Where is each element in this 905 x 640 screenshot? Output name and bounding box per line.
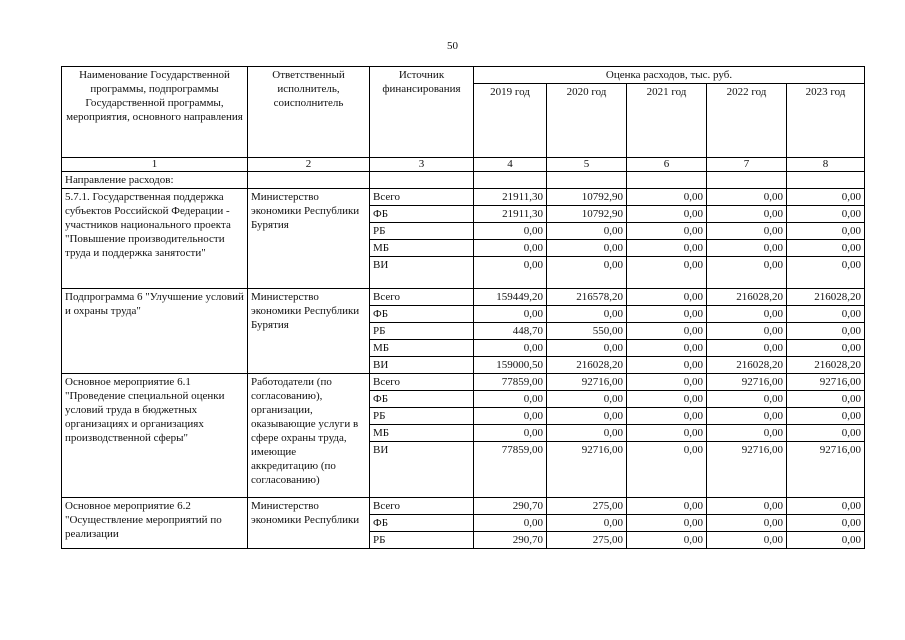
- amount-cell: 0,00: [547, 391, 627, 408]
- funding-source: РБ: [370, 408, 474, 425]
- amount-cell: 10792,90: [547, 206, 627, 223]
- funding-source: Всего: [370, 289, 474, 306]
- header-responsible: Ответственный исполнитель, соисполнитель: [248, 67, 370, 158]
- funding-source: МБ: [370, 240, 474, 257]
- direction-row: [62, 172, 865, 189]
- amount-cell: 216578,20: [547, 289, 627, 306]
- item-name: 5.7.1. Государственная поддержка субъектов Российской Федерации - участников национального проекта "Повышение производительности труда и поддержка занятости": [62, 189, 248, 289]
- amount-cell: 216028,20: [787, 289, 865, 306]
- amount-cell: 159000,50: [474, 357, 547, 374]
- header-year: 2021 год: [627, 84, 707, 158]
- amount-cell: 0,00: [787, 391, 865, 408]
- funding-source: ФБ: [370, 206, 474, 223]
- page-number: 50: [447, 40, 458, 52]
- item-name: Основное мероприятие 6.1 "Проведение специальной оценки условий труда в бюджетных организациях и организациях производственной сферы": [62, 374, 248, 498]
- amount-cell: 0,00: [787, 306, 865, 323]
- amount-cell: 0,00: [627, 357, 707, 374]
- amount-cell: 448,70: [474, 323, 547, 340]
- amount-cell: 0,00: [627, 532, 707, 549]
- amount-cell: 0,00: [627, 442, 707, 498]
- column-index: 6: [627, 158, 707, 172]
- amount-cell: 0,00: [787, 532, 865, 549]
- amount-cell: 275,00: [547, 498, 627, 515]
- amount-cell: 0,00: [787, 425, 865, 442]
- funding-source: РБ: [370, 223, 474, 240]
- header-year: 2019 год: [474, 84, 547, 158]
- funding-source: МБ: [370, 425, 474, 442]
- amount-cell: 0,00: [707, 425, 787, 442]
- amount-cell: 0,00: [707, 323, 787, 340]
- amount-cell: 0,00: [474, 391, 547, 408]
- amount-cell: 0,00: [474, 240, 547, 257]
- amount-cell: 0,00: [474, 408, 547, 425]
- amount-cell: 0,00: [547, 515, 627, 532]
- amount-cell: 0,00: [707, 257, 787, 289]
- column-index-row: [62, 158, 865, 172]
- amount-cell: 159449,20: [474, 289, 547, 306]
- item-name: Основное мероприятие 6.2 "Осуществление мероприятий по реализации: [62, 498, 248, 549]
- amount-cell: 77859,00: [474, 442, 547, 498]
- funding-source: ВИ: [370, 442, 474, 498]
- amount-cell: 92716,00: [547, 442, 627, 498]
- item-responsible: Министерство экономики Республики: [248, 498, 370, 549]
- table-row: [62, 498, 865, 515]
- amount-cell: 21911,30: [474, 189, 547, 206]
- table-row: [62, 374, 865, 391]
- funding-source: РБ: [370, 532, 474, 549]
- amount-cell: 0,00: [547, 257, 627, 289]
- amount-cell: 0,00: [707, 532, 787, 549]
- amount-cell: 0,00: [627, 498, 707, 515]
- item-name: Подпрограмма 6 "Улучшение условий и охраны труда": [62, 289, 248, 374]
- amount-cell: 0,00: [787, 323, 865, 340]
- amount-cell: 0,00: [627, 515, 707, 532]
- table-row: [62, 289, 865, 306]
- amount-cell: 0,00: [787, 408, 865, 425]
- item-responsible: Министерство экономики Республики Бурятия: [248, 289, 370, 374]
- amount-cell: 0,00: [707, 340, 787, 357]
- amount-cell: 0,00: [547, 425, 627, 442]
- amount-cell: 0,00: [707, 189, 787, 206]
- amount-cell: 550,00: [547, 323, 627, 340]
- header-estimate: Оценка расходов, тыс. руб.: [474, 67, 865, 84]
- amount-cell: 0,00: [627, 391, 707, 408]
- amount-cell: 0,00: [707, 498, 787, 515]
- header-source: Источник финансирования: [370, 67, 474, 158]
- amount-cell: 92716,00: [547, 374, 627, 391]
- amount-cell: 0,00: [707, 306, 787, 323]
- amount-cell: 0,00: [627, 206, 707, 223]
- amount-cell: 77859,00: [474, 374, 547, 391]
- funding-source: ВИ: [370, 257, 474, 289]
- column-index: 1: [62, 158, 248, 172]
- amount-cell: 0,00: [787, 498, 865, 515]
- amount-cell: 0,00: [707, 515, 787, 532]
- amount-cell: 92716,00: [787, 374, 865, 391]
- amount-cell: 0,00: [627, 306, 707, 323]
- header-year: 2020 год: [547, 84, 627, 158]
- amount-cell: 0,00: [707, 206, 787, 223]
- amount-cell: 92716,00: [707, 374, 787, 391]
- amount-cell: 0,00: [787, 240, 865, 257]
- amount-cell: 0,00: [474, 425, 547, 442]
- amount-cell: 0,00: [627, 289, 707, 306]
- amount-cell: 0,00: [627, 323, 707, 340]
- header-year: 2022 год: [707, 84, 787, 158]
- amount-cell: 216028,20: [547, 357, 627, 374]
- amount-cell: 216028,20: [707, 357, 787, 374]
- amount-cell: 0,00: [627, 425, 707, 442]
- funding-source: ФБ: [370, 306, 474, 323]
- header-name: Наименование Государственной программы, подпрограммы Государственной программы, мероприятия, основного направления: [62, 67, 248, 158]
- budget-table: [61, 66, 865, 549]
- table-row: [62, 189, 865, 206]
- amount-cell: 0,00: [627, 257, 707, 289]
- header-row-top: [62, 67, 865, 84]
- amount-cell: 92716,00: [787, 442, 865, 498]
- amount-cell: 0,00: [707, 223, 787, 240]
- item-responsible: Министерство экономики Республики Бурятия: [248, 189, 370, 289]
- amount-cell: 0,00: [474, 223, 547, 240]
- funding-source: ФБ: [370, 391, 474, 408]
- column-index: 5: [547, 158, 627, 172]
- column-index: 3: [370, 158, 474, 172]
- amount-cell: 0,00: [787, 206, 865, 223]
- amount-cell: 0,00: [547, 408, 627, 425]
- amount-cell: 0,00: [627, 223, 707, 240]
- amount-cell: 0,00: [547, 340, 627, 357]
- amount-cell: 0,00: [474, 515, 547, 532]
- amount-cell: 290,70: [474, 498, 547, 515]
- amount-cell: 290,70: [474, 532, 547, 549]
- column-index: 7: [707, 158, 787, 172]
- funding-source: Всего: [370, 374, 474, 391]
- funding-source: ФБ: [370, 515, 474, 532]
- funding-source: Всего: [370, 189, 474, 206]
- column-index: 8: [787, 158, 865, 172]
- amount-cell: 0,00: [707, 391, 787, 408]
- amount-cell: 0,00: [627, 374, 707, 391]
- amount-cell: 216028,20: [707, 289, 787, 306]
- amount-cell: 10792,90: [547, 189, 627, 206]
- amount-cell: 0,00: [474, 340, 547, 357]
- amount-cell: 0,00: [474, 257, 547, 289]
- amount-cell: 275,00: [547, 532, 627, 549]
- column-index: 4: [474, 158, 547, 172]
- amount-cell: 0,00: [787, 189, 865, 206]
- amount-cell: 92716,00: [707, 442, 787, 498]
- amount-cell: 0,00: [707, 240, 787, 257]
- amount-cell: 0,00: [547, 223, 627, 240]
- amount-cell: 0,00: [627, 189, 707, 206]
- direction-label: Направление расходов:: [62, 172, 248, 189]
- item-responsible: Работодатели (по согласованию), организации, оказывающие услуги в сфере охраны труда, имеющие аккредитацию (по согласованию): [248, 374, 370, 498]
- amount-cell: 0,00: [547, 240, 627, 257]
- amount-cell: 0,00: [474, 306, 547, 323]
- amount-cell: 21911,30: [474, 206, 547, 223]
- amount-cell: 0,00: [547, 306, 627, 323]
- column-index: 2: [248, 158, 370, 172]
- amount-cell: 0,00: [787, 340, 865, 357]
- amount-cell: 216028,20: [787, 357, 865, 374]
- funding-source: РБ: [370, 323, 474, 340]
- amount-cell: 0,00: [787, 515, 865, 532]
- amount-cell: 0,00: [787, 257, 865, 289]
- funding-source: МБ: [370, 340, 474, 357]
- funding-source: ВИ: [370, 357, 474, 374]
- amount-cell: 0,00: [627, 408, 707, 425]
- amount-cell: 0,00: [787, 223, 865, 240]
- funding-source: Всего: [370, 498, 474, 515]
- header-year: 2023 год: [787, 84, 865, 158]
- amount-cell: 0,00: [627, 240, 707, 257]
- amount-cell: 0,00: [627, 340, 707, 357]
- amount-cell: 0,00: [707, 408, 787, 425]
